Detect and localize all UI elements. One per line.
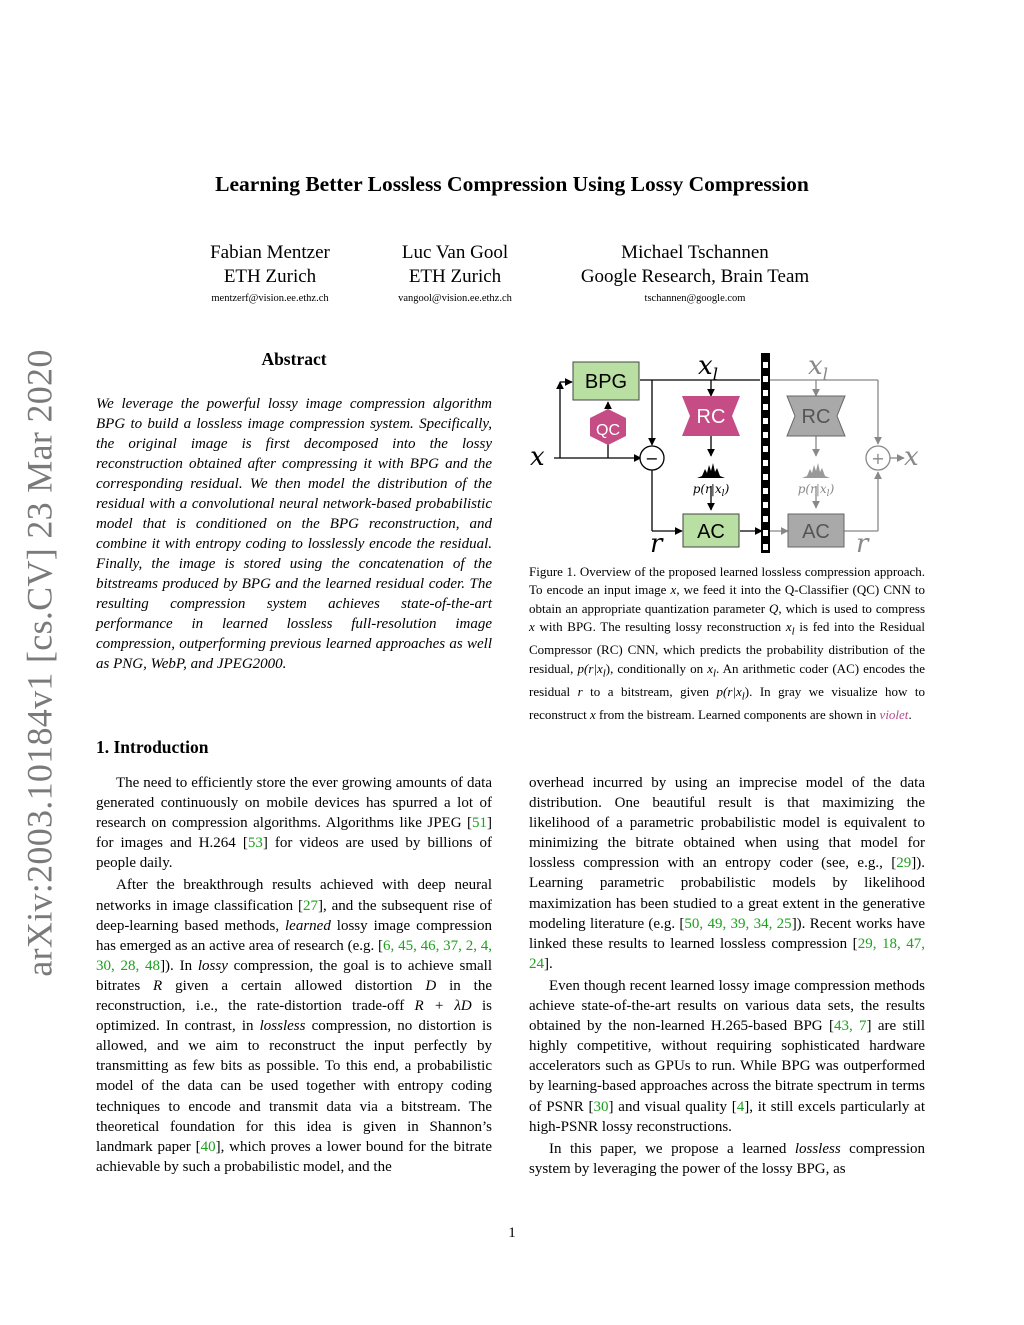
- bitstream-bar: [761, 353, 770, 553]
- ac-decoder-label: AC: [802, 521, 830, 543]
- author-name: Fabian Mentzer: [210, 242, 330, 263]
- author-affiliation: Google Research, Brain Team: [580, 266, 810, 287]
- page-number: 1: [508, 1225, 516, 1241]
- paragraph: overhead incurred by using an imprecise model of the data distribution. One beautiful result is that maximizing the likelihood of a parametric probabilistic model is equivalent to minimizing the bitrate obtained when using that model for lossless compression with an entropy coder (see, e.g., [29]). Learning parametric probabilistic models by likelihood maximization has been studied to a great extent in the generative modeling literature (e.g. [50, 49, 39, 34, 25]). Recent works have linked these results to learned lossless compression [29, 18, 47, 24].: [529, 775, 926, 972]
- r-decoder-label: r: [856, 529, 869, 558]
- paragraph: The need to efficiently store the ever growing amounts of data generated continuously on mobile devices has spurred a lot of research on compression algorithms. Algorithms like JPEG [51] for images and H.264 [53] for videos are used by billions of people daily.: [96, 775, 492, 872]
- xl-decoder-label: $x_l$: [808, 351, 829, 385]
- output-x-label: x: [904, 442, 919, 472]
- citation-link[interactable]: 30: [593, 1098, 609, 1115]
- paragraph: After the breakthrough results achieved with deep neural networks in image classification [27], and the subsequent rise of deep-learning based methods, learned lossy image compression has emerged as an active area of research (e.g. [6, 45, 46, 37, 2, 4, 30, 28, 48]). In lossy compression, the goal is to achieve small bitrates R given a certain allowed distortion D in the reconstruction, i.e., the rate-distortion trade-off R + λD is optimized. In contrast, in lossless compression, no distortion is allowed, and we aim to reconstruct the input perfectly by transmitting as few bits as possible. To this end, a probabilistic model of the data can be used together with entropy coding techniques to encode and transmit data via a bitstream. The theoretical foundation for this idea is given in Shannon’s landmark paper [40], which proves a lower bound for the bitrate achievable by such a probabilistic model, and the: [96, 877, 493, 1175]
- r-label: r: [650, 529, 663, 558]
- prob-label: $p(r|x_l)$: [692, 482, 730, 499]
- bpg-label: BPG: [584, 371, 628, 393]
- distribution-icon: [697, 463, 725, 478]
- citation-links[interactable]: 43, 7: [833, 1018, 867, 1035]
- citation-link[interactable]: 29: [896, 855, 912, 872]
- section-heading-introduction: 1. Introduction: [96, 737, 209, 757]
- author-3: [575, 241, 815, 304]
- xl-label: $x_l$: [698, 351, 719, 385]
- citation-links[interactable]: 29, 18, 47, 24: [529, 935, 926, 972]
- figure-1-caption: Figure 1. Overview of the proposed learned lossless compression approach. To encode an input image x, we feed it into the Q-Classifier (QC) CNN to obtain an appropriate quantization parameter Q, which is used to compress x with BPG. The resulting lossy reconstruction $x_l$ is fed into the Residual Compressor (RC) CNN, which predicts the probability distribution of the residual, $p(r|x_l)$, conditionally on $x_l$. An arithmetic coder (AC) encodes the residual r to a bitstream, given $p(r|x_l)$. In gray we visualize how to reconstruct x from the bistream. Learned components are shown in violet.: [529, 564, 926, 722]
- figure-svg: [526, 348, 926, 558]
- minus-symbol: −: [645, 449, 659, 468]
- author-email[interactable]: tschannen@google.com: [644, 293, 746, 304]
- author-email[interactable]: mentzerf@vision.ee.ethz.ch: [211, 293, 329, 304]
- plus-symbol: +: [871, 449, 885, 468]
- author-email[interactable]: vangool@vision.ee.ethz.ch: [398, 293, 512, 304]
- input-x-label: x: [530, 442, 545, 472]
- citation-link[interactable]: 40: [200, 1138, 216, 1155]
- author-name: Luc Van Gool: [401, 242, 509, 263]
- arxiv-sidebar: [0, 0, 80, 1325]
- abstract-text: We leverage the powerful lossy image compression algorithm BPG to build a lossless image compression system. Specifically, the original image is first decomposed into the lossy reconstruction obtained after compressing it with BPG and the corresponding residual. We then model the distribution of the residual with a convolutional neural network-based probabilistic model that is conditioned on the BPG reconstruction, and combine it with entropy coding to losslessly encode the residual. Finally, the image is stored using the concatenation of the bitstreams produced by BPG and the learned residual coder. The resulting compression system achieves state-of-the-art performance in learned lossless full-resolution image compression, outperforming previous learned approaches as well as PNG, WebP, and JPEG2000.: [96, 396, 492, 672]
- rc-decoder-label: RC: [801, 406, 831, 428]
- right-column: [529, 773, 925, 1179]
- prob-decoder-label: $p(r|x_l)$: [797, 482, 835, 499]
- citation-link[interactable]: 27: [303, 897, 318, 914]
- author-affiliation: ETH Zurich: [223, 266, 317, 287]
- author-name: Michael Tschannen: [621, 242, 769, 263]
- paper-title: Learning Better Lossless Compression Using Lossy Compression: [215, 172, 809, 196]
- citation-link[interactable]: 53: [247, 835, 263, 852]
- citation-link[interactable]: 4: [736, 1098, 745, 1115]
- author-affiliation: ETH Zurich: [408, 266, 502, 287]
- rc-label: RC: [696, 406, 726, 428]
- citation-links[interactable]: 50, 49, 39, 34, 25: [684, 915, 792, 932]
- citation-link[interactable]: 51: [472, 815, 487, 832]
- paragraph: In this paper, we propose a learned lossless compression system by leveraging the power of the lossy BPG, as: [529, 1140, 925, 1177]
- ac-label: AC: [697, 521, 725, 543]
- distribution-decoder-icon: [802, 463, 830, 478]
- arxiv-id: arXiv:2003.10184v1 [cs.CV] 23 Mar 2020: [20, 348, 61, 977]
- figure-1-diagram: [526, 348, 926, 558]
- author-2: [335, 241, 575, 304]
- violet-word: violet: [879, 706, 909, 722]
- citation-links[interactable]: 6, 45, 46, 37, 2, 4, 30, 28, 48: [96, 937, 493, 974]
- paragraph: Even though recent learned lossy image compression methods achieve state-of-the-art results on various data sets, the results obtained by the non-learned H.265-based BPG [43, 7] are still highly competitive, without requiring sophisticated hardware accelerators such as GPUs to run. While BPG was outperformed by learning-based approaches across the bitrate spectrum in terms of PSNR [30] and visual quality [4], it still excels particularly at high-PSNR lossy reconstructions.: [529, 977, 926, 1135]
- abstract-heading: Abstract: [261, 349, 327, 369]
- left-column: [96, 773, 492, 1177]
- qc-label: QC: [596, 422, 620, 439]
